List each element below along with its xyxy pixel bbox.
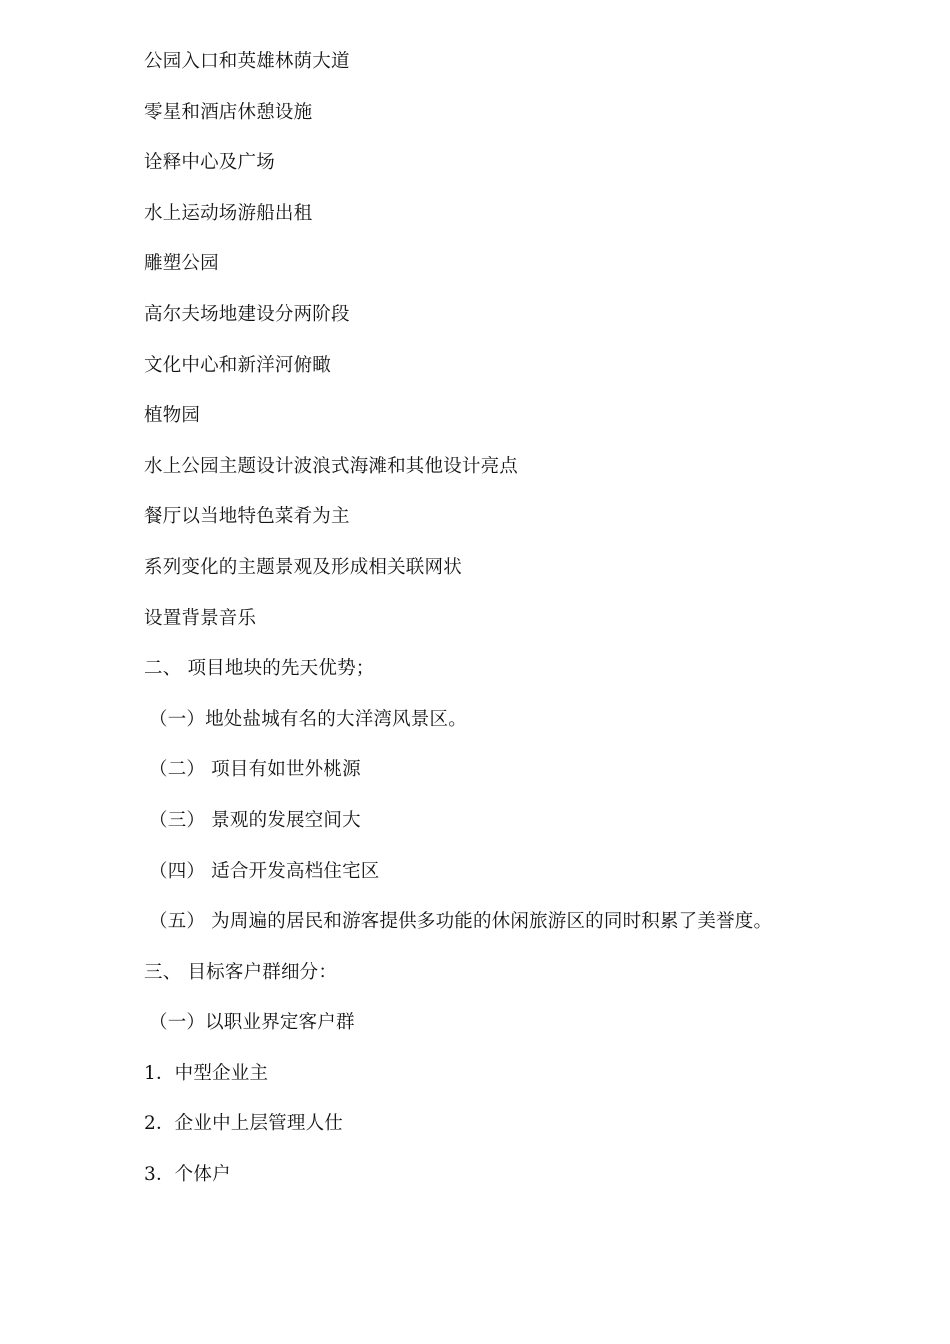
text-line: 雕塑公园 <box>144 253 219 275</box>
list-item: （三） 景观的发展空间大 <box>149 809 361 831</box>
text-line: 植物园 <box>144 405 201 427</box>
list-item: （一）地处盐城有名的大洋湾风景区。 <box>149 708 467 730</box>
text-line: 水上公园主题设计波浪式海滩和其他设计亮点 <box>144 455 519 477</box>
list-item: 2．企业中上层管理人仕 <box>144 1113 343 1135</box>
text-line: 系列变化的主题景观及形成相关联网状 <box>144 556 462 578</box>
text-line: 公园入口和英雄林荫大道 <box>144 51 350 72</box>
document-body <box>144 49 904 1213</box>
list-item: 3．个体户 <box>144 1164 231 1186</box>
list-item: （五） 为周遍的居民和游客提供多功能的休闲旅游区的同时积累了美誉度。 <box>149 911 773 933</box>
list-item: （四） 适合开发高档住宅区 <box>149 860 380 882</box>
list-item: （二） 项目有如世外桃源 <box>149 759 361 781</box>
text-line: 诠释中心及广场 <box>144 152 275 174</box>
text-line: 文化中心和新洋河俯瞰 <box>144 354 332 376</box>
text-line: 餐厅以当地特色菜肴为主 <box>144 506 350 528</box>
section-heading: 二、 项目地块的先天优势； <box>144 658 375 680</box>
text-line: 高尔夫场地建设分两阶段 <box>144 303 350 325</box>
text-line: 水上运动场游船出租 <box>144 202 313 224</box>
section-heading: 三、 目标客户群细分： <box>144 961 338 983</box>
list-item: 1．中型企业主 <box>144 1062 269 1084</box>
subsection-heading: （一）以职业界定客户群 <box>149 1012 355 1034</box>
text-line: 设置背景音乐 <box>144 607 257 629</box>
text-line: 零星和酒店休憩设施 <box>144 101 313 123</box>
